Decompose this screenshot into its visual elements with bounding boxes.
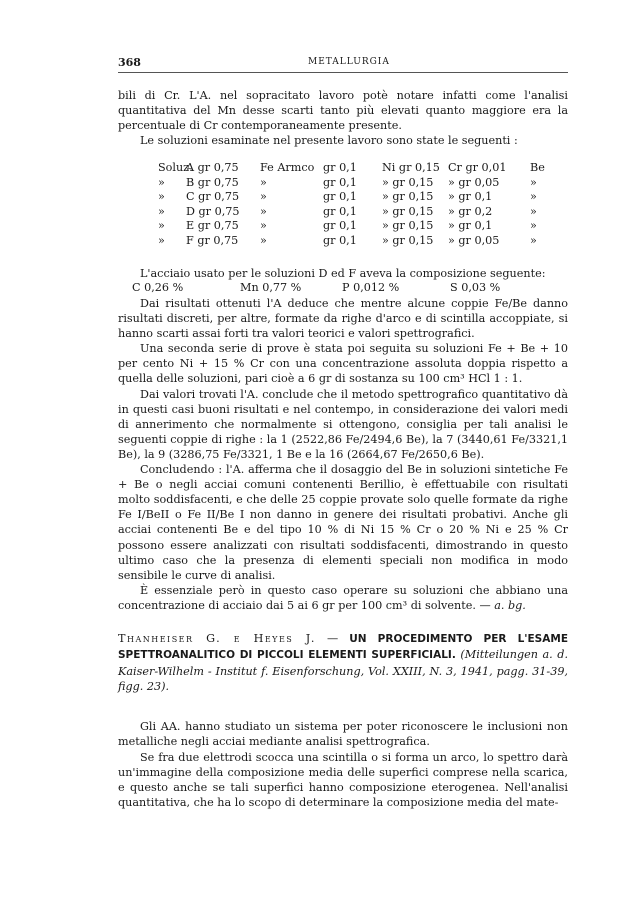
table-row	[158, 190, 558, 205]
paragraph-10: Se fra due elettrodi scocca una scintilla o si forma un arco, lo spettro darà un'immagine della composizione media delle superfici comprese nella scarica, e questo anche se tali superfici hanno composizione eterogenea. Nell'analisi quantitativa, che ha lo scopo di determinare la composizione media del mate-	[118, 750, 568, 810]
table-cell: Ni gr 0,15	[382, 161, 440, 174]
table-row	[158, 205, 558, 220]
table-cell: »	[530, 219, 537, 233]
table-cell: C gr 0,75	[186, 190, 240, 204]
paragraph-6: Dai valori trovati l'A. conclude che il metodo spettrografico quantitativo dà in questi casi buoni risultati e nel contempo, in considerazione dei valori medi di annerimento che normalmente si ottengono, consiglia per tali analisi le seguenti coppie di righe : la 1 (2522,86 Fe/2494,6 Be), la 7 (3440,61 Fe/3321,1 Be), la 9 (3286,75 Fe/3321, 1 Be e la 16 (2664,67 Fe/2650,6 Be).	[118, 387, 568, 461]
paragraph-2: Le soluzioni esaminate nel presente lavoro sono state le seguenti :	[140, 134, 518, 148]
table-cell: » gr 0,1	[448, 190, 493, 204]
table-cell: Soluz.	[158, 161, 193, 174]
table-cell: gr 0,1	[323, 219, 357, 233]
table-cell: »	[158, 175, 165, 189]
paragraph-1: bili di Cr. L'A. nel sopracitato lavoro potè notare infatti come l'analisi quantitativa del Mn desse scarti tanto più elevati quanto maggiore era la percentuale di Cr contemporaneamente presente.	[118, 89, 568, 133]
table-cell: F gr 0,75	[186, 233, 239, 247]
composition-carbon: C 0,26 %	[132, 281, 184, 294]
table-cell: » gr 0,2	[448, 204, 493, 218]
table-cell: »	[260, 175, 267, 189]
table-cell: »	[158, 233, 165, 247]
table-cell: » gr 0,15	[382, 219, 434, 233]
intro-text	[118, 88, 568, 148]
table-cell: » gr 0,15	[382, 233, 434, 247]
table-cell: gr 0,1	[323, 233, 357, 247]
table-cell: B gr 0,75	[186, 175, 239, 189]
table-cell: » gr 0,15	[382, 204, 434, 218]
table-cell: Fe Armco	[260, 161, 315, 174]
composition-phosphorus: P 0,012 %	[342, 281, 400, 294]
table-cell: »	[260, 204, 267, 218]
table-row	[158, 234, 558, 249]
table-cell: »	[530, 204, 537, 218]
article-title: UN PROCEDIMENTO PER L'ESAME SPETTROANALITICO DI PICCOLI ELEMENTI SUPERFICIALI.	[118, 633, 568, 662]
article-heading	[118, 631, 568, 695]
table-cell: E gr 0,75	[186, 219, 239, 233]
article-authors: Thanheiser G. e Heyes J.	[118, 632, 316, 645]
table-row	[158, 219, 558, 234]
table-cell: »	[530, 175, 537, 189]
table-cell: A gr 0,75	[186, 161, 239, 174]
paragraph-8	[118, 583, 568, 613]
table-cell: »	[530, 233, 537, 247]
running-title: METALLURGIA	[308, 57, 390, 67]
table-cell: »	[158, 219, 165, 233]
main-text	[118, 296, 568, 613]
author-signature: — a. bg.	[479, 598, 526, 612]
table-cell: » gr 0,1	[448, 219, 493, 233]
table-row	[158, 176, 558, 191]
composition-sulfur: S 0,03 %	[450, 281, 501, 294]
table-cell: gr 0,1	[323, 204, 357, 218]
paragraph-3: L'acciaio usato per le soluzioni D ed F aveva la composizione seguente:	[140, 267, 546, 280]
paragraph-9: Gli AA. hanno studiato un sistema per poter riconoscere le inclusioni non metalliche negli acciai mediante analisi spettrografica.	[118, 720, 568, 749]
article-body	[118, 719, 568, 811]
composition-manganese: Mn 0,77 %	[240, 281, 302, 294]
table-cell: »	[158, 204, 165, 218]
table-cell: »	[260, 233, 267, 247]
table-cell: D gr 0,75	[186, 204, 240, 218]
paragraph-7: Concludendo : l'A. afferma che il dosaggio del Be in soluzioni sintetiche Fe + Be o negli acciai comuni contenenti Berillio, è effettuabile con risultati molto soddisfacenti, e che delle 25 coppie provate solo quelle formate da righe Fe I/BeII o Fe II/Be I non danno in genere dei risultati probativi. Anche gli acciai contenenti Be e del tipo 10 % di Ni 15 % Cr o 20 % Ni e 25 % Cr possono essere analizzati con risultati soddisfacenti, dimostrando in questo ultimo caso che la presenza di elementi speciali non modifica in modo sensibile le curve di analisi.	[118, 463, 568, 582]
table-cell: Be	[530, 161, 545, 174]
article-source: (Mitteilungen a. d. Kaiser-Wilhelm - Institut f. Eisenforschung, Vol. XXIII, N. 3, 1941, pagg. 31-39, figg. 23).	[118, 648, 568, 694]
table-cell: gr 0,1	[323, 175, 357, 189]
table-cell: » gr 0,15	[382, 175, 434, 189]
table-cell: » gr 0,05	[448, 233, 500, 247]
table-row	[158, 161, 558, 176]
table-cell: »	[260, 219, 267, 233]
table-cell: gr 0,1	[323, 190, 357, 204]
table-cell: »	[530, 190, 537, 204]
table-cell: »	[260, 190, 267, 204]
table-cell: » gr 0,05	[448, 175, 500, 189]
table-cell: » gr 0,15	[382, 190, 434, 204]
paragraph-5: Una seconda serie di prove è stata poi seguita su soluzioni Fe + Be + 10 per cento Ni + 15 % Cr con una concentrazione assoluta doppia rispetto a quella delle soluzioni, pari cioè a 6 gr di sostanza su 100 cm³ HCl 1 : 1.	[118, 342, 568, 386]
table-cell: Cr gr 0,01	[448, 161, 507, 174]
page-header	[118, 56, 568, 73]
table-cell: »	[158, 190, 165, 204]
solutions-table	[158, 161, 558, 249]
table-cell: gr 0,1	[323, 161, 357, 174]
page-number: 368	[118, 56, 141, 69]
paragraph-8-text: È essenziale però in questo caso operare su soluzioni che abbiano una concentrazione di acciaio dai 5 ai 6 gr per 100 cm³ di solvente.	[118, 583, 568, 612]
heading-dash: —	[315, 632, 350, 645]
composition-intro	[118, 266, 568, 281]
paragraph-4: Dai risultati ottenuti l'A deduce che mentre alcune coppie Fe/Be danno risultati discreti, per altre, formate da righe d'arco e di scintilla accoppiate, si hanno scarti assai forti tra valori teorici e valori spettrografici.	[118, 297, 568, 341]
